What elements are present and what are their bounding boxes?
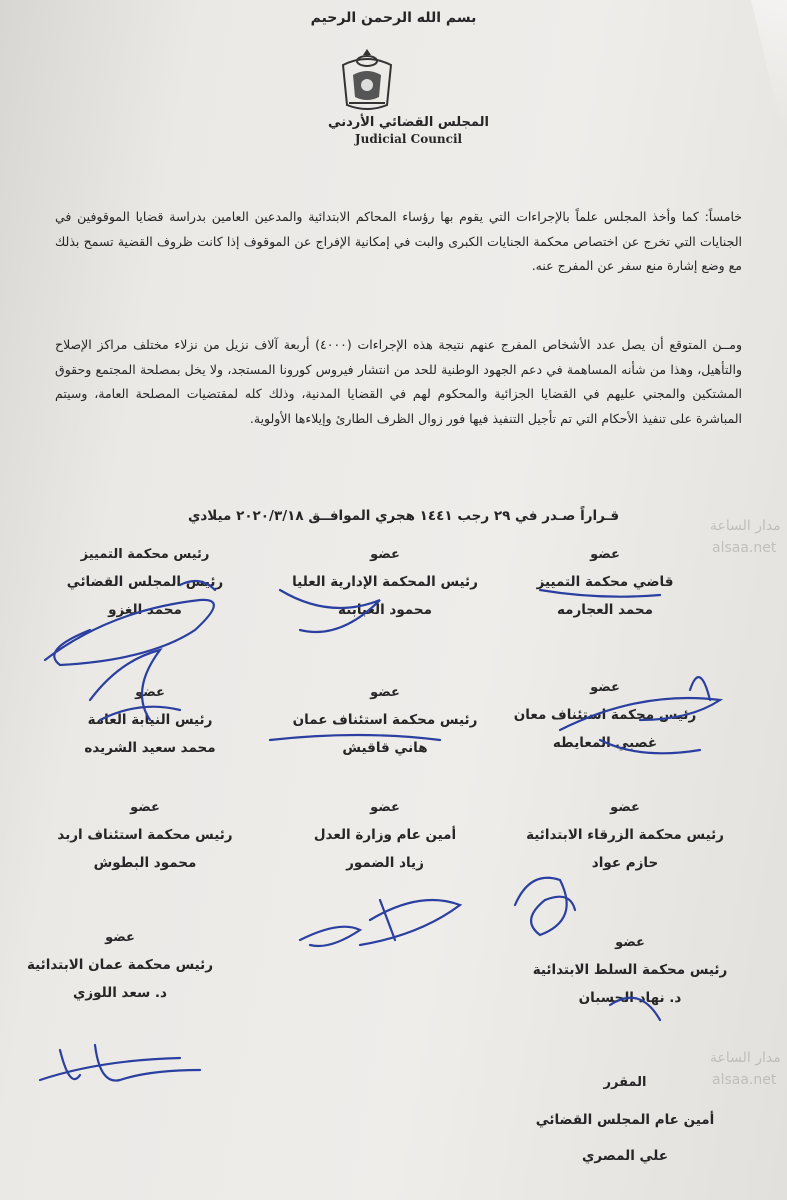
watermark-english: alsaa.net bbox=[712, 540, 777, 556]
signatory-block bbox=[25, 795, 265, 877]
watermark-arabic: مدار الساعة bbox=[710, 518, 781, 534]
signatory-role: عضو bbox=[590, 547, 620, 562]
signatory-name: محمد العجارمه bbox=[556, 602, 654, 618]
signatory-block bbox=[25, 542, 265, 624]
signatory-role: عضو bbox=[130, 800, 160, 815]
signatory-name: غصبي المعايطه bbox=[552, 735, 658, 751]
signatory-title: قاضي محكمة التمييز bbox=[536, 574, 674, 590]
signatory-title: رئيس المجلس القضائي bbox=[66, 574, 224, 590]
watermark-arabic: مدار الساعة bbox=[710, 1050, 781, 1066]
signatory-name: زياد الضمور bbox=[346, 855, 424, 871]
rapporteur-name: علي المصري bbox=[582, 1148, 668, 1164]
signatory-block bbox=[265, 542, 505, 624]
council-name-english: Judicial Council bbox=[354, 132, 463, 146]
signatory-title: رئيس محكمة عمان الابتدائية bbox=[26, 957, 214, 973]
watermark-english: alsaa.net bbox=[712, 1072, 777, 1088]
signatory-role: عضو bbox=[135, 685, 165, 700]
signatory-title: رئيس محكمة استئناف معان bbox=[513, 707, 697, 723]
signatory-block bbox=[265, 680, 505, 762]
signatory-title: رئيس المحكمة الإدارية العليا bbox=[292, 574, 478, 590]
signatory-title: رئيس محكمة الزرقاء الابتدائية bbox=[526, 827, 724, 843]
signatory-block bbox=[30, 680, 270, 762]
signatory-role: عضو bbox=[615, 935, 645, 950]
signatory-name: محمد سعيد الشريده bbox=[84, 740, 216, 756]
paragraph-expected-release: ومــن المتوقع أن يصل عدد الأشخاص المفرج عنهم نتيجة هذه الإجراءات (٤٠٠٠) أربعة آلاف نزيل من نزلاء مختلف مراكز الإصلاح والتأهيل، وهذا من شأنه المساهمة في دعم الجهود الوطنية للحد من انتشار فيروس كورونا المستجد، ولا يخل بمصلحة المجتمع وحقوق المشتكين والمجني عليهم في القضايا الجزائية والمحكوم لهم في القضايا المدنية، وذلك كله لمقتضيات المصلحة العامة، وسيتم المباشرة على تنفيذ الأحكام التي تم تأجيل التنفيذ فيها فور زوال الظرف الطارئ وإيلاءها الأولوية. bbox=[55, 337, 742, 426]
signatory-name: د. سعد اللوزي bbox=[73, 985, 167, 1001]
signatory-name: محمود العبابنه bbox=[338, 602, 432, 618]
rapporteur-role: المقرر bbox=[603, 1075, 647, 1090]
signatory-block bbox=[510, 930, 750, 1012]
signatory-role: عضو bbox=[105, 930, 135, 945]
basmala: بسم الله الرحمن الرحيم bbox=[310, 10, 477, 26]
jordan-emblem-icon bbox=[335, 45, 399, 113]
rapporteur-title: أمين عام المجلس القضائي bbox=[535, 1112, 715, 1128]
signatory-role: رئيس محكمة التمييز bbox=[80, 547, 210, 562]
signatory-name: محمد الغزو bbox=[108, 602, 182, 618]
rapporteur-block bbox=[505, 1070, 745, 1170]
signatory-block bbox=[485, 675, 725, 757]
signatory-name: محمود البطوش bbox=[93, 855, 197, 871]
signatory-title: رئيس محكمة السلط الابتدائية bbox=[532, 962, 728, 978]
council-name-arabic: المجلس القضائي الأردني bbox=[328, 115, 489, 130]
signatory-block bbox=[485, 542, 725, 624]
signatory-block bbox=[0, 925, 240, 1007]
signatory-block bbox=[505, 795, 745, 877]
signatory-block bbox=[265, 795, 505, 877]
signatory-title: رئيس محكمة استئناف عمان bbox=[292, 712, 478, 728]
signatory-role: عضو bbox=[370, 547, 400, 562]
signatory-role: عضو bbox=[370, 800, 400, 815]
signatory-role: عضو bbox=[610, 800, 640, 815]
signatory-role: عضو bbox=[590, 680, 620, 695]
signatory-title: أمين عام وزارة العدل bbox=[313, 827, 457, 843]
signatory-name: حازم عواد bbox=[591, 855, 659, 871]
signatory-title: رئيس النيابة العامة bbox=[87, 712, 213, 728]
signatory-name: هاني قاقيش bbox=[342, 740, 428, 756]
decision-date: قـراراً صـدر في ٢٩ رجب ١٤٤١ هجري الموافــق ٢٠٢٠/٣/١٨ ميلادي bbox=[187, 508, 620, 524]
paragraph-fifth: خامساً: كما وأخذ المجلس علماً بالإجراءات التي يقوم بها رؤساء المحاكم الابتدائية والمدعين العامين بدراسة قضايا الموقوفين في الجنايات التي تخرج عن اختصاص محكمة الجنايات الكبرى والبت في إمكانية الإفراج عن الموقوف إذا كانت ظروف القضية تسمح بذلك مع وضع إشارة منع سفر عن المفرج عنه. bbox=[55, 209, 742, 273]
signatory-role: عضو bbox=[370, 685, 400, 700]
signatory-title: رئيس محكمة استئناف اربد bbox=[57, 827, 233, 843]
signatory-name: د. نهاد الحسبان bbox=[578, 990, 682, 1006]
